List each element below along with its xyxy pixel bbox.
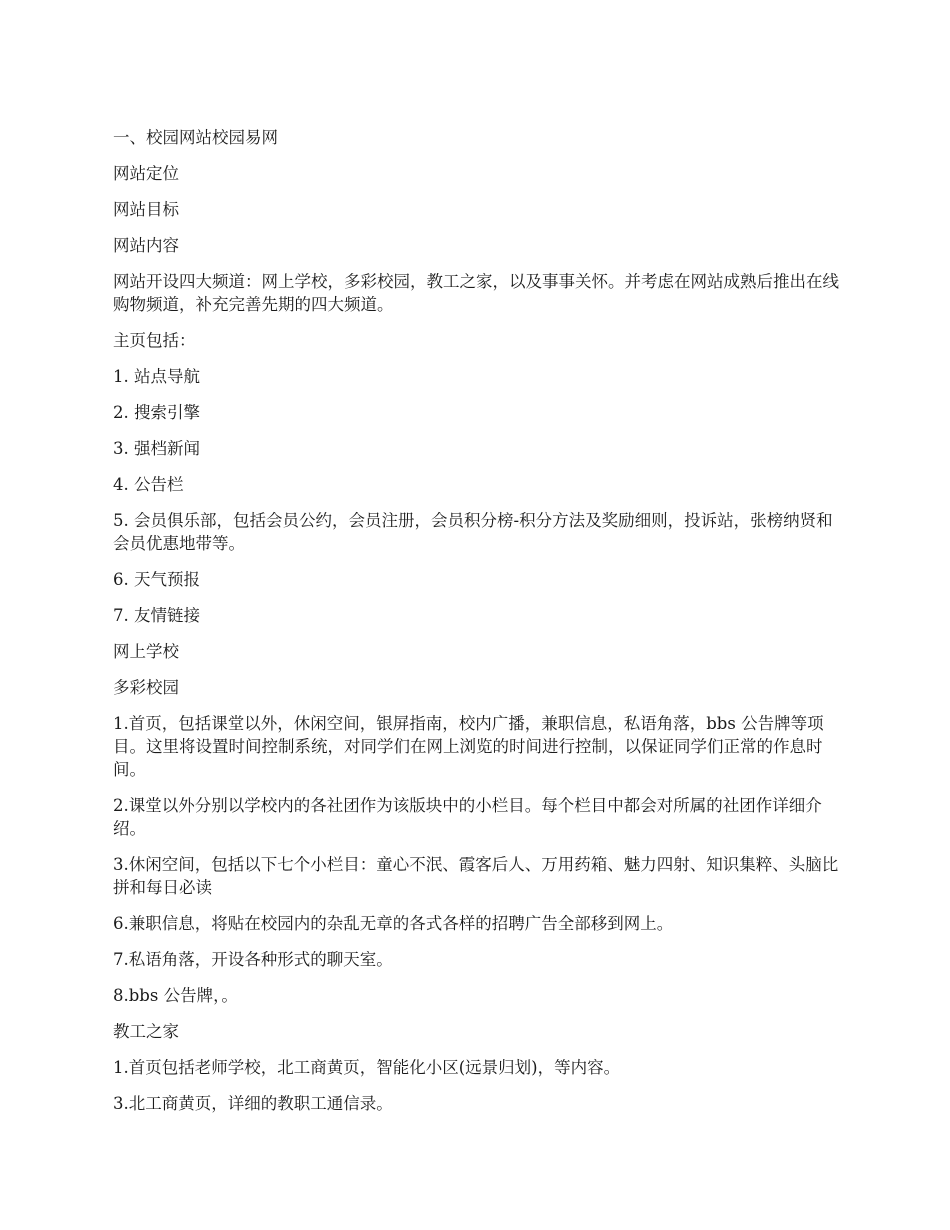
list-item: 6. 天气预报 — [113, 570, 200, 589]
list-item: 2. 搜索引擎 — [113, 403, 200, 422]
list-item: 1. 站点导航 — [113, 367, 200, 386]
list-item: 6.兼职信息，将贴在校园内的杂乱无章的各式各样的招聘广告全部移到网上。 — [113, 914, 674, 933]
section-online-school: 网上学校 — [113, 642, 179, 661]
list-item: 1.首页，包括课堂以外，休闲空间，银屏指南，校内广播，兼职信息，私语角落，bbs 公告牌等项目。这里将设置时间控制系统，对同学们在网上浏览的时间进行控制，以保证同学们正常的作息时间。 — [113, 714, 824, 779]
section-site-goals: 网站目标 — [113, 200, 179, 219]
heading-campus-website: 一、校园网站校园易网 — [113, 128, 278, 147]
list-item: 3.休闲空间，包括以下七个小栏目：童心不泯、霞客后人、万用药箱、魅力四射、知识集粹、头脑比拼和每日必读 — [113, 855, 839, 897]
list-item: 1.首页包括老师学校，北工商黄页，智能化小区(远景归划)，等内容。 — [113, 1058, 621, 1077]
section-site-positioning: 网站定位 — [113, 164, 179, 183]
list-item: 4. 公告栏 — [113, 475, 184, 494]
section-staff-home: 教工之家 — [113, 1022, 179, 1041]
list-item: 2.课堂以外分别以学校内的各社团作为该版块中的小栏目。每个栏目中都会对所属的社团作详细介绍。 — [113, 796, 822, 838]
list-item: 3.北工商黄页，详细的教职工通信录。 — [113, 1094, 393, 1113]
section-homepage-includes: 主页包括： — [113, 331, 196, 350]
list-item: 3. 强档新闻 — [113, 439, 200, 458]
section-site-content: 网站内容 — [113, 236, 179, 255]
section-colorful-campus: 多彩校园 — [113, 678, 179, 697]
list-item: 5. 会员俱乐部，包括会员公约，会员注册，会员积分榜-积分方法及奖励细则，投诉站，张榜纳贤和会员优惠地带等。 — [113, 511, 833, 553]
list-item: 7. 友情链接 — [113, 606, 200, 625]
list-item: 8.bbs 公告牌，。 — [113, 986, 238, 1005]
list-item: 7.私语角落，开设各种形式的聊天室。 — [113, 950, 393, 969]
paragraph-four-channels: 网站开设四大频道：网上学校，多彩校园，教工之家，以及事事关怀。并考虑在网站成熟后推出在线购物频道，补充完善先期的四大频道。 — [113, 272, 839, 314]
document-body — [113, 126, 843, 1128]
